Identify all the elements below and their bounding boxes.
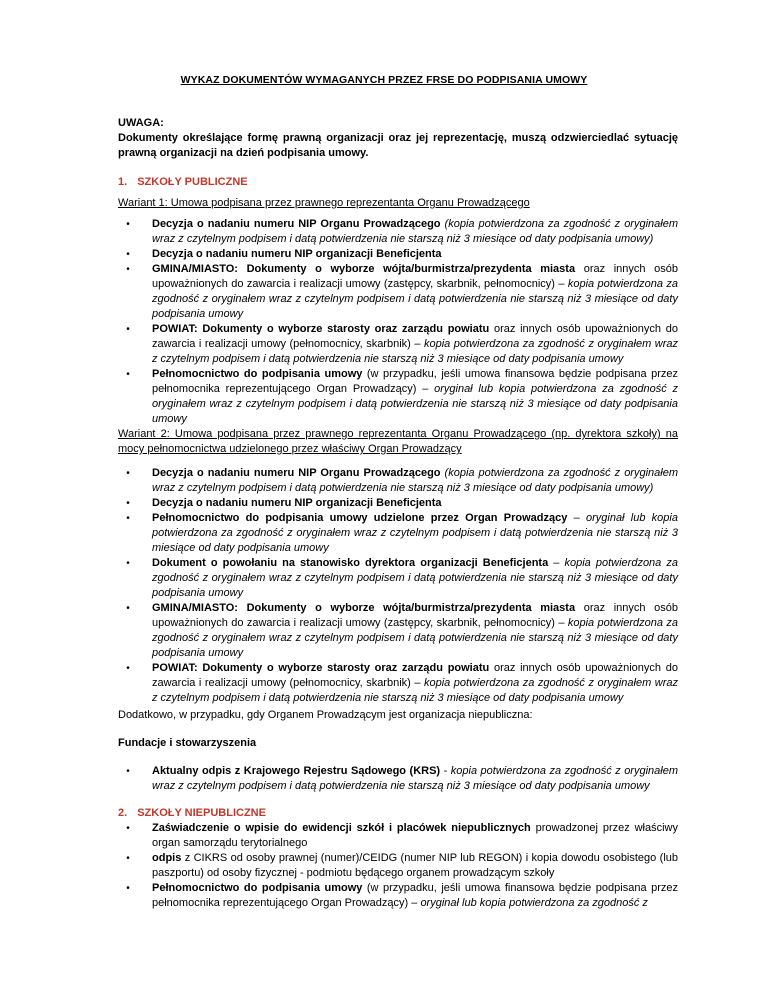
bullet-icon: • [126, 558, 130, 569]
list-item [120, 217, 678, 247]
item-text-italic: oryginał lub kopia potwierdzona za zgodność z oryginałem wraz z czytelnym podpisem i datą potwierdzenia nie starszą niż 3 miesiące od daty podpisania umowy [152, 512, 678, 554]
item-text-normal: – [567, 512, 586, 524]
bullet-icon: • [126, 853, 130, 864]
item-text-italic: (kopia potwierdzona za zgodność z oryginałem wraz z czytelnym podpisem i datą potwierdzenia nie starszą niż 3 miesiące od daty podpisania umowy) [152, 467, 678, 494]
notice-label: UWAGA: [118, 117, 164, 129]
section-2-number: 2. [118, 807, 128, 819]
foundations-block [118, 764, 678, 794]
section-1-heading [118, 175, 678, 190]
list-item [120, 851, 678, 881]
bullet-icon: • [126, 603, 130, 614]
bullet-icon: • [126, 249, 130, 260]
item-text-normal: z CIKRS od osoby prawnej (numer)/CEIDG (numer NIP lub REGON) i kopia dowodu osobistego (lub paszportu) od osoby fizycznej - podmiotu będącego organem prowadzącym szkoły [152, 852, 678, 879]
item-text-bold: Zaświadczenie o wpisie do ewidencji szkół i placówek niepublicznych [152, 822, 531, 834]
item-text-italic: oryginał lub kopia potwierdzona za zgodność z [420, 897, 648, 909]
item-text-bold: Decyzja o nadaniu numeru NIP organizacji Beneficjenta [152, 248, 442, 260]
bullet-icon: • [126, 823, 130, 834]
bullet-icon: • [126, 498, 130, 509]
bullet-icon: • [126, 663, 130, 674]
variant-1 [118, 196, 678, 427]
list-item [120, 601, 678, 661]
variant-1-list [118, 217, 678, 427]
variant-2 [118, 427, 678, 706]
item-text-normal: – [548, 557, 565, 569]
item-text-italic: kopia potwierdzona za zgodność z oryginałem wraz z czytelnym podpisem i datą potwierdzenia nie starszą niż 3 miesiące od daty podpisania umowy [152, 278, 678, 320]
additional-note: Dodatkowo, w przypadku, gdy Organem Prowadzącym jest organizacja niepubliczna: [118, 709, 533, 721]
notice-block [118, 116, 678, 161]
bullet-icon: • [126, 219, 130, 230]
bullet-icon: • [126, 468, 130, 479]
item-text-italic: kopia potwierdzona za zgodność z oryginałem wraz z czytelnym podpisem i datą potwierdzenia nie starszą niż 3 miesiące od daty podpisania umowy [152, 677, 678, 704]
item-text-italic: kopia potwierdzona za zgodność z oryginałem wraz z czytelnym podpisem i datą potwierdzenia nie starszą niż 3 miesiące od daty podpisania umowy [152, 765, 678, 792]
list-item [120, 496, 678, 511]
section-2-title: SZKOŁY NIEPUBLICZNE [137, 807, 266, 819]
item-text-normal: (w przypadku, jeśli umowa finansowa będzie podpisana przez pełnomocnika reprezentującego Organ Prowadzący) – [152, 882, 678, 909]
item-text-bold: Decyzja o nadaniu numeru NIP Organu Prowadzącego [152, 218, 441, 230]
item-text-italic: (kopia potwierdzona za zgodność z oryginałem wraz z czytelnym podpisem i datą potwierdzenia nie starszą niż 3 miesiące od daty podpisania umowy) [152, 218, 678, 245]
variant-2-list [118, 466, 678, 706]
list-item [120, 262, 678, 322]
item-text-italic: kopia potwierdzona za zgodność z oryginałem wraz z czytelnym podpisem i datą potwierdzenia nie starszą niż 3 miesiące od daty podpisania umowy [152, 617, 678, 659]
item-text-normal: oraz innych osób upoważnionych do zawarcia i realizacji umowy (pełnomocnicy, skarbnik) – [152, 323, 678, 350]
list-item [120, 556, 678, 601]
item-text-bold: Dokument o powołaniu na stanowisko dyrektora organizacji Beneficjenta [152, 557, 549, 569]
foundations-list [118, 764, 678, 794]
item-text-normal: (w przypadku, jeśli umowa finansowa będzie podpisana przez pełnomocnika reprezentującego Organ Prowadzący) – [152, 368, 678, 395]
list-item [120, 511, 678, 556]
item-text-italic: kopia potwierdzona za zgodność z oryginałem wraz z czytelnym podpisem i datą potwierdzenia nie starszą niż 3 miesiące od daty podpisania umowy [152, 338, 678, 365]
section-1-number: 1. [118, 176, 128, 188]
foundations-heading: Fundacje i stowarzyszenia [118, 737, 257, 749]
item-text-italic: oryginał lub kopia potwierdzona za zgodność z oryginałem wraz z czytelnym podpisem i datą potwierdzenia nie starszą niż 3 miesiące od daty podpisania umowy [152, 383, 678, 425]
list-item [120, 661, 678, 706]
bullet-icon: • [126, 513, 130, 524]
section-1-title: SZKOŁY PUBLICZNE [137, 176, 248, 188]
item-text-bold: Aktualny odpis z Krajowego Rejestru Sądowego (KRS) [152, 765, 441, 777]
variant-2-title: Wariant 2: Umowa podpisana przez prawnego reprezentanta Organu Prowadzącego (np. dyrektora szkoły) na mocy pełnomocnictwa udzielonego przez właściwy Organ Prowadzący [118, 428, 678, 455]
item-text-bold: GMINA/MIASTO: Dokumenty o wyborze wójta/burmistrza/prezydenta miasta [152, 602, 576, 614]
page-title: WYKAZ DOKUMENTÓW WYMAGANYCH PRZEZ FRSE DO PODPISANIA UMOWY [180, 74, 588, 86]
item-text-normal: oraz innych osób upoważnionych do zawarcia i realizacji umowy (pełnomocnicy, skarbnik) – [152, 662, 678, 689]
item-text-bold: GMINA/MIASTO: Dokumenty o wyborze wójta/burmistrza/prezydenta miasta [152, 263, 576, 275]
item-text-bold: POWIAT: Dokumenty o wyborze starosty oraz zarządu powiatu [152, 323, 490, 335]
bullet-icon: • [126, 324, 130, 335]
bullet-icon: • [126, 264, 130, 275]
section-2-list [118, 821, 678, 911]
item-text-bold: Pełnomocnictwo do podpisania umowy [152, 882, 363, 894]
list-item [120, 881, 678, 911]
list-item [120, 821, 678, 851]
list-item [120, 322, 678, 367]
bullet-icon: • [126, 883, 130, 894]
item-text-normal: prowadzonej przez właściwy organ samorządu terytorialnego [152, 822, 678, 849]
notice-text: Dokumenty określające formę prawną organizacji oraz jej reprezentację, muszą odzwierciedlać sytuację prawną organizacji na dzień podpisania umowy. [118, 132, 678, 159]
item-text-bold: POWIAT: Dokumenty o wyborze starosty oraz zarządu powiatu [152, 662, 490, 674]
list-item [120, 247, 678, 262]
bullet-icon: • [126, 369, 130, 380]
item-text-normal: oraz innych osób upoważnionych do zawarcia i realizacji umowy (zastępcy, skarbnik, pełnomocnicy) – [152, 602, 678, 629]
item-text-italic: kopia potwierdzona za zgodność z oryginałem wraz z czytelnym podpisem i datą potwierdzenia nie starszą niż 3 miesiące od daty podpisania umowy [152, 557, 678, 599]
item-text-bold: Decyzja o nadaniu numeru NIP Organu Prowadzącego [152, 467, 441, 479]
section-2 [118, 806, 678, 911]
list-item [120, 764, 678, 794]
item-text-normal: oraz innych osób upoważnionych do zawarcia i realizacji umowy (zastępcy, skarbnik, pełnomocnicy) – [152, 263, 678, 290]
list-item [120, 466, 678, 496]
item-text-normal: - [440, 765, 451, 777]
item-text-bold: Pełnomocnictwo do podpisania umowy udzielone przez Organ Prowadzący [152, 512, 568, 524]
list-item [120, 367, 678, 427]
bullet-icon: • [126, 766, 130, 777]
item-text-bold: Pełnomocnictwo do podpisania umowy [152, 368, 363, 380]
variant-1-title: Wariant 1: Umowa podpisana przez prawnego reprezentanta Organu Prowadzącego [118, 197, 530, 209]
item-text-bold: odpis [152, 852, 182, 864]
item-text-bold: Decyzja o nadaniu numeru NIP organizacji Beneficjenta [152, 497, 442, 509]
